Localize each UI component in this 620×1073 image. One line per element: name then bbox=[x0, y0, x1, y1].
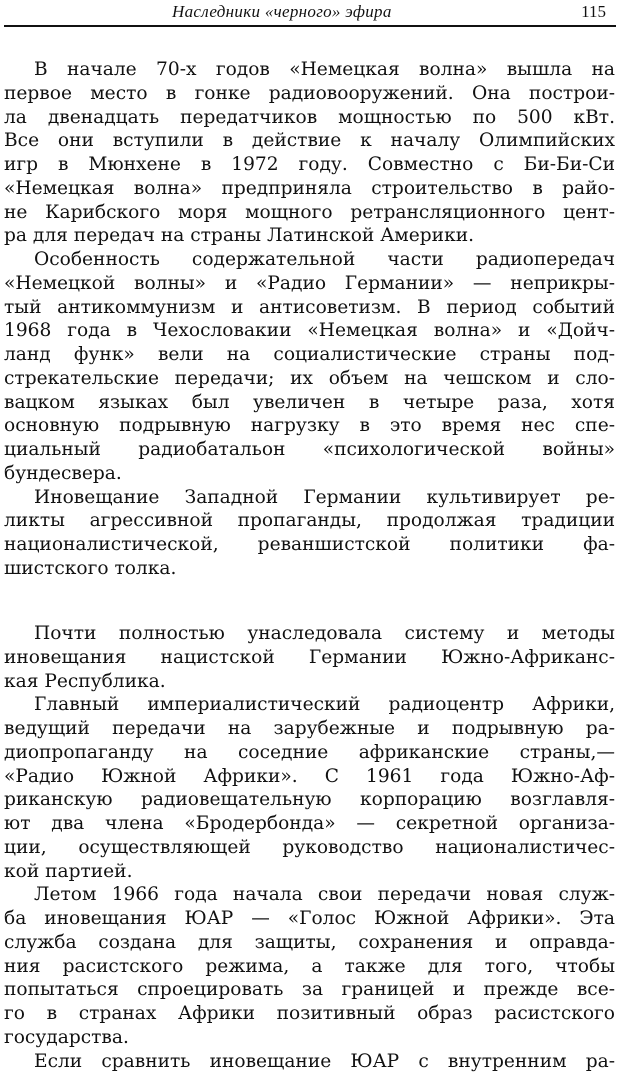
text-line: первое место в гонке радиовооружений. Она построи- bbox=[4, 82, 615, 106]
text-line: ба иновещания ЮАР — «Голос Южной Африки». Эта bbox=[4, 907, 615, 931]
text-line: го в странах Африки позитивный образ расистского bbox=[4, 1002, 615, 1026]
text-line: шистского толка. bbox=[4, 557, 615, 581]
text-line: ланд функ» вели на социалистические страны под- bbox=[4, 343, 615, 367]
page-header bbox=[0, 0, 620, 28]
text-line: кой партией. bbox=[4, 860, 615, 884]
text-line: служба создана для защиты, сохранения и оправда- bbox=[4, 931, 615, 955]
text-line: риканскую радиовещательную корпорацию возглавля- bbox=[4, 788, 615, 812]
text-line: Почти полностью унаследовала систему и методы bbox=[4, 622, 615, 646]
text-line: попытаться спроецировать за границей и прежде все- bbox=[4, 978, 615, 1002]
text-line: ют два члена «Бродербонда» — секретной организа- bbox=[4, 812, 615, 836]
text-line: Главный империалистический радиоцентр Африки, bbox=[4, 693, 615, 717]
text-line: националистической, реваншистской политики фа- bbox=[4, 533, 615, 557]
text-line: Летом 1966 года начала свои передачи новая служ- bbox=[4, 883, 615, 907]
text-line: ния расистского режима, а также для того, чтобы bbox=[4, 955, 615, 979]
text-line: Особенность содержательной части радиопередач bbox=[4, 248, 615, 272]
text-line: Если сравнить иновещание ЮАР с внутренним ра- bbox=[4, 1050, 615, 1073]
text-line: циальный радиобатальон «психологической войны» bbox=[4, 438, 615, 462]
text-line: «Немецкая волна» предприняла строительство в райо- bbox=[4, 177, 615, 201]
text-line: кая Республика. bbox=[4, 670, 615, 694]
text-line: В начале 70-х годов «Немецкая волна» вышла на bbox=[4, 58, 615, 82]
text-line: ликты агрессивной пропаганды, продолжая традиции bbox=[4, 509, 615, 533]
text-line: стрекательские передачи; их объем на чешском и сло- bbox=[4, 367, 615, 391]
text-line: ции, осуществляющей руководство националистичес- bbox=[4, 836, 615, 860]
running-title: Наследники «черного» эфира bbox=[172, 2, 392, 22]
text-line: тый антикоммунизм и антисоветизм. В период событий bbox=[4, 296, 615, 320]
text-line: не Карибского моря мощного ретрансляционного цент- bbox=[4, 201, 615, 225]
text-line: «Немецкой волны» и «Радио Германии» — неприкры- bbox=[4, 272, 615, 296]
text-line: основную подрывную нагрузку в это время нес спе- bbox=[4, 414, 615, 438]
text-line: игр в Мюнхене в 1972 году. Совместно с Би-Би-Си bbox=[4, 153, 615, 177]
text-line: ра для передач на страны Латинской Америки. bbox=[4, 224, 615, 248]
text-line: ведущий передачи на зарубежные и подрывную ра- bbox=[4, 717, 615, 741]
text-section-west-germany bbox=[4, 58, 615, 581]
text-line: государства. bbox=[4, 1026, 615, 1050]
text-line: 1968 года в Чехословакии «Немецкая волна» и «Дойч- bbox=[4, 319, 615, 343]
text-line: диопропаганду на соседние африканские страны,— bbox=[4, 741, 615, 765]
header-rule bbox=[4, 25, 616, 27]
text-line: «Радио Южной Африки». С 1961 года Южно-Аф- bbox=[4, 765, 615, 789]
text-line: иновещания нацистской Германии Южно-Африканс- bbox=[4, 646, 615, 670]
text-line: ла двенадцать передатчиков мощностью по 500 кВт. bbox=[4, 106, 615, 130]
text-line: бундесвера. bbox=[4, 462, 615, 486]
text-line: Все они вступили в действие к началу Олимпийских bbox=[4, 129, 615, 153]
text-line: Иновещание Западной Германии культивирует ре- bbox=[4, 486, 615, 510]
text-line: вацком языках был увеличен в четыре раза, хотя bbox=[4, 391, 615, 415]
text-section-south-africa bbox=[4, 622, 615, 1073]
page-number: 115 bbox=[581, 2, 606, 22]
